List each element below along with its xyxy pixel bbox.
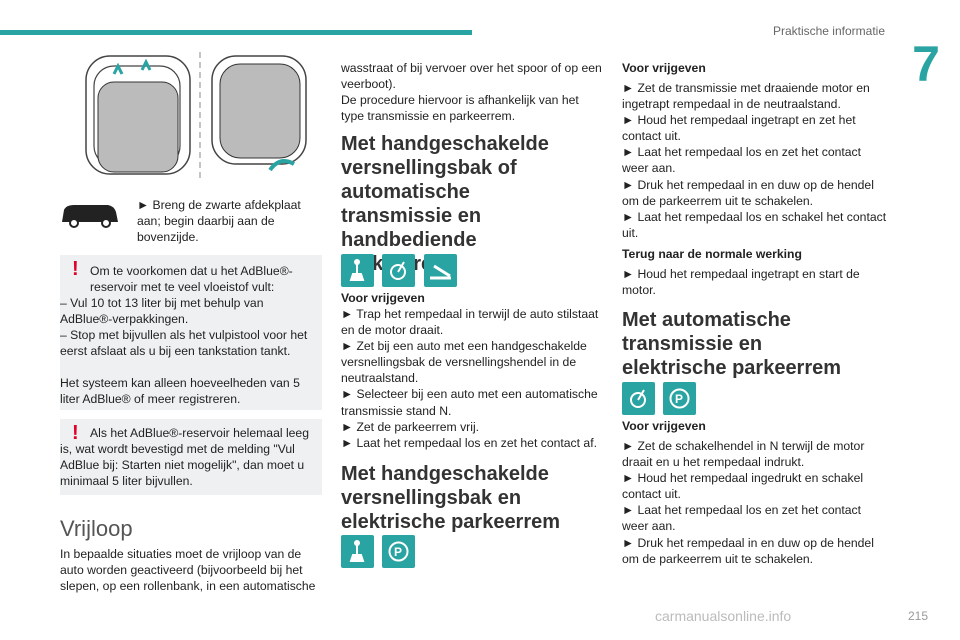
section-vrijloop-text: In bepaalde situaties moet de vrijloop van de auto worden geactiveerd (bijvoorbeeld bij het slepen, op een rollenbank, in een automatische bbox=[60, 547, 316, 594]
release-title-2: Voor vrijgeven bbox=[622, 61, 706, 75]
steps-list-1 bbox=[341, 306, 605, 451]
svg-text:P: P bbox=[394, 545, 403, 559]
warning-line-4: Het systeem kan alleen hoeveelheden van 5 liter AdBlue® of meer registreren. bbox=[60, 376, 300, 407]
release-title-1: Voor vrijgeven bbox=[341, 291, 425, 305]
step-item: ► Selecteer bij een auto met een automatische transmissie stand N. bbox=[341, 387, 598, 418]
warning-empty-text: Als het AdBlue®-reservoir helemaal leeg is, wat wordt bevestigd met de melding "Vul AdBlue bij: Starten niet mogelijk", dan moet u minimaal 5 liter bijvullen. bbox=[60, 426, 309, 489]
step-item: ► Zet de transmissie met draaiende motor en ingetrapt rempedaal in de neutraalstand. bbox=[622, 81, 870, 112]
electric-parking-brake-icon bbox=[663, 382, 696, 415]
step-item: ► Laat het rempedaal los en zet het contact weer aan. bbox=[622, 503, 862, 534]
steps-list-3 bbox=[622, 438, 887, 567]
step-item: ► Zet de parkeerrem vrij. bbox=[341, 419, 480, 434]
step-item: ► Zet de schakelhendel in N terwijl de motor draait en u het rempedaal indrukt. bbox=[622, 439, 865, 470]
heading-manual-epb: Met handgeschakelde versnellingsbak en elektrische parkeerrem bbox=[341, 463, 561, 533]
section-title-vrijloop: Vrijloop bbox=[60, 516, 133, 541]
automatic-lever-icon bbox=[622, 382, 655, 415]
step-item: ► Laat het rempedaal los en schakel het contact uit. bbox=[622, 209, 887, 240]
page-number: 215 bbox=[907, 609, 928, 623]
step-item: ► Druk het rempedaal in en duw op de hendel om de parkeerrem uit te schakelen. bbox=[622, 535, 874, 566]
heading-auto-epb: Met automatische transmissie en elektrische parkeerrem bbox=[622, 309, 842, 379]
electric-parking-brake-icon bbox=[382, 535, 415, 568]
intro-text: wasstraat of bij vervoer over het spoor of op een veerboot). bbox=[341, 61, 602, 92]
gearbox-icon bbox=[341, 254, 374, 287]
return-title: Terug naar de normale werking bbox=[622, 247, 802, 261]
automatic-lever-icon bbox=[382, 254, 415, 287]
step-item: ► Laat het rempedaal los en zet het contact weer aan. bbox=[622, 145, 862, 176]
warning-box-empty bbox=[60, 419, 322, 495]
icon-row-3 bbox=[622, 382, 701, 415]
step-item: ► Houd het rempedaal ingedrukt en schakel contact uit. bbox=[622, 471, 864, 502]
step-item: ► Houd het rempedaal ingetrapt en zet het contact uit. bbox=[622, 113, 856, 144]
warning-line-3: – Stop met bijvullen als het vulpistool voor het eerst afslaat als u bij een tankstation tankt. bbox=[60, 328, 308, 359]
warning-line-1: Om te voorkomen dat u het AdBlue®-reservoir met te veel vloeistof vult: bbox=[90, 264, 293, 295]
adblue-cover-illustration bbox=[80, 48, 320, 183]
watermark-text: carmanualsonline.info bbox=[655, 608, 792, 624]
step-item: ► Druk het rempedaal in en duw op de hendel om de parkeerrem uit te schakelen. bbox=[622, 177, 874, 208]
intro-text-2: De procedure hiervoor is afhankelijk van het type transmissie en parkeerrem. bbox=[341, 93, 579, 124]
steps-list-2 bbox=[622, 80, 887, 241]
gearbox-icon bbox=[341, 535, 374, 568]
handbrake-icon bbox=[424, 254, 457, 287]
chapter-number: 7 bbox=[912, 36, 940, 92]
page-header-title: Praktische informatie bbox=[772, 24, 885, 38]
return-step: ► Houd het rempedaal ingetrapt en start de motor. bbox=[622, 267, 860, 298]
step-item: ► Trap het rempedaal in terwijl de auto stilstaat en de motor draait. bbox=[341, 307, 599, 338]
warning-icon: ! bbox=[72, 422, 79, 444]
icon-row-1 bbox=[341, 254, 462, 287]
step-item: ► Laat het rempedaal los en zet het contact af. bbox=[341, 435, 597, 450]
heading-manual-handbrake: Met handgeschakelde versnellingsbak of automatische transmissie en handbediende bbox=[341, 133, 549, 251]
warning-line-2: – Vul 10 tot 13 liter bij met behulp van AdBlue®-verpakkingen. bbox=[60, 296, 264, 327]
step-item: ► Zet bij een auto met een handgeschakelde versnellingsbak de versnellingshendel in de neutraalstand. bbox=[341, 339, 587, 386]
figure-caption: ► Breng de zwarte afdekplaat aan; begin daarbij aan de bovenzijde. bbox=[137, 198, 301, 245]
van-icon bbox=[60, 202, 120, 228]
svg-text:P: P bbox=[675, 392, 684, 406]
warning-icon: ! bbox=[72, 258, 79, 280]
top-accent-bar bbox=[0, 30, 472, 35]
release-title-3: Voor vrijgeven bbox=[622, 419, 706, 433]
warning-box-overfill bbox=[60, 255, 322, 410]
icon-row-2 bbox=[341, 535, 420, 568]
